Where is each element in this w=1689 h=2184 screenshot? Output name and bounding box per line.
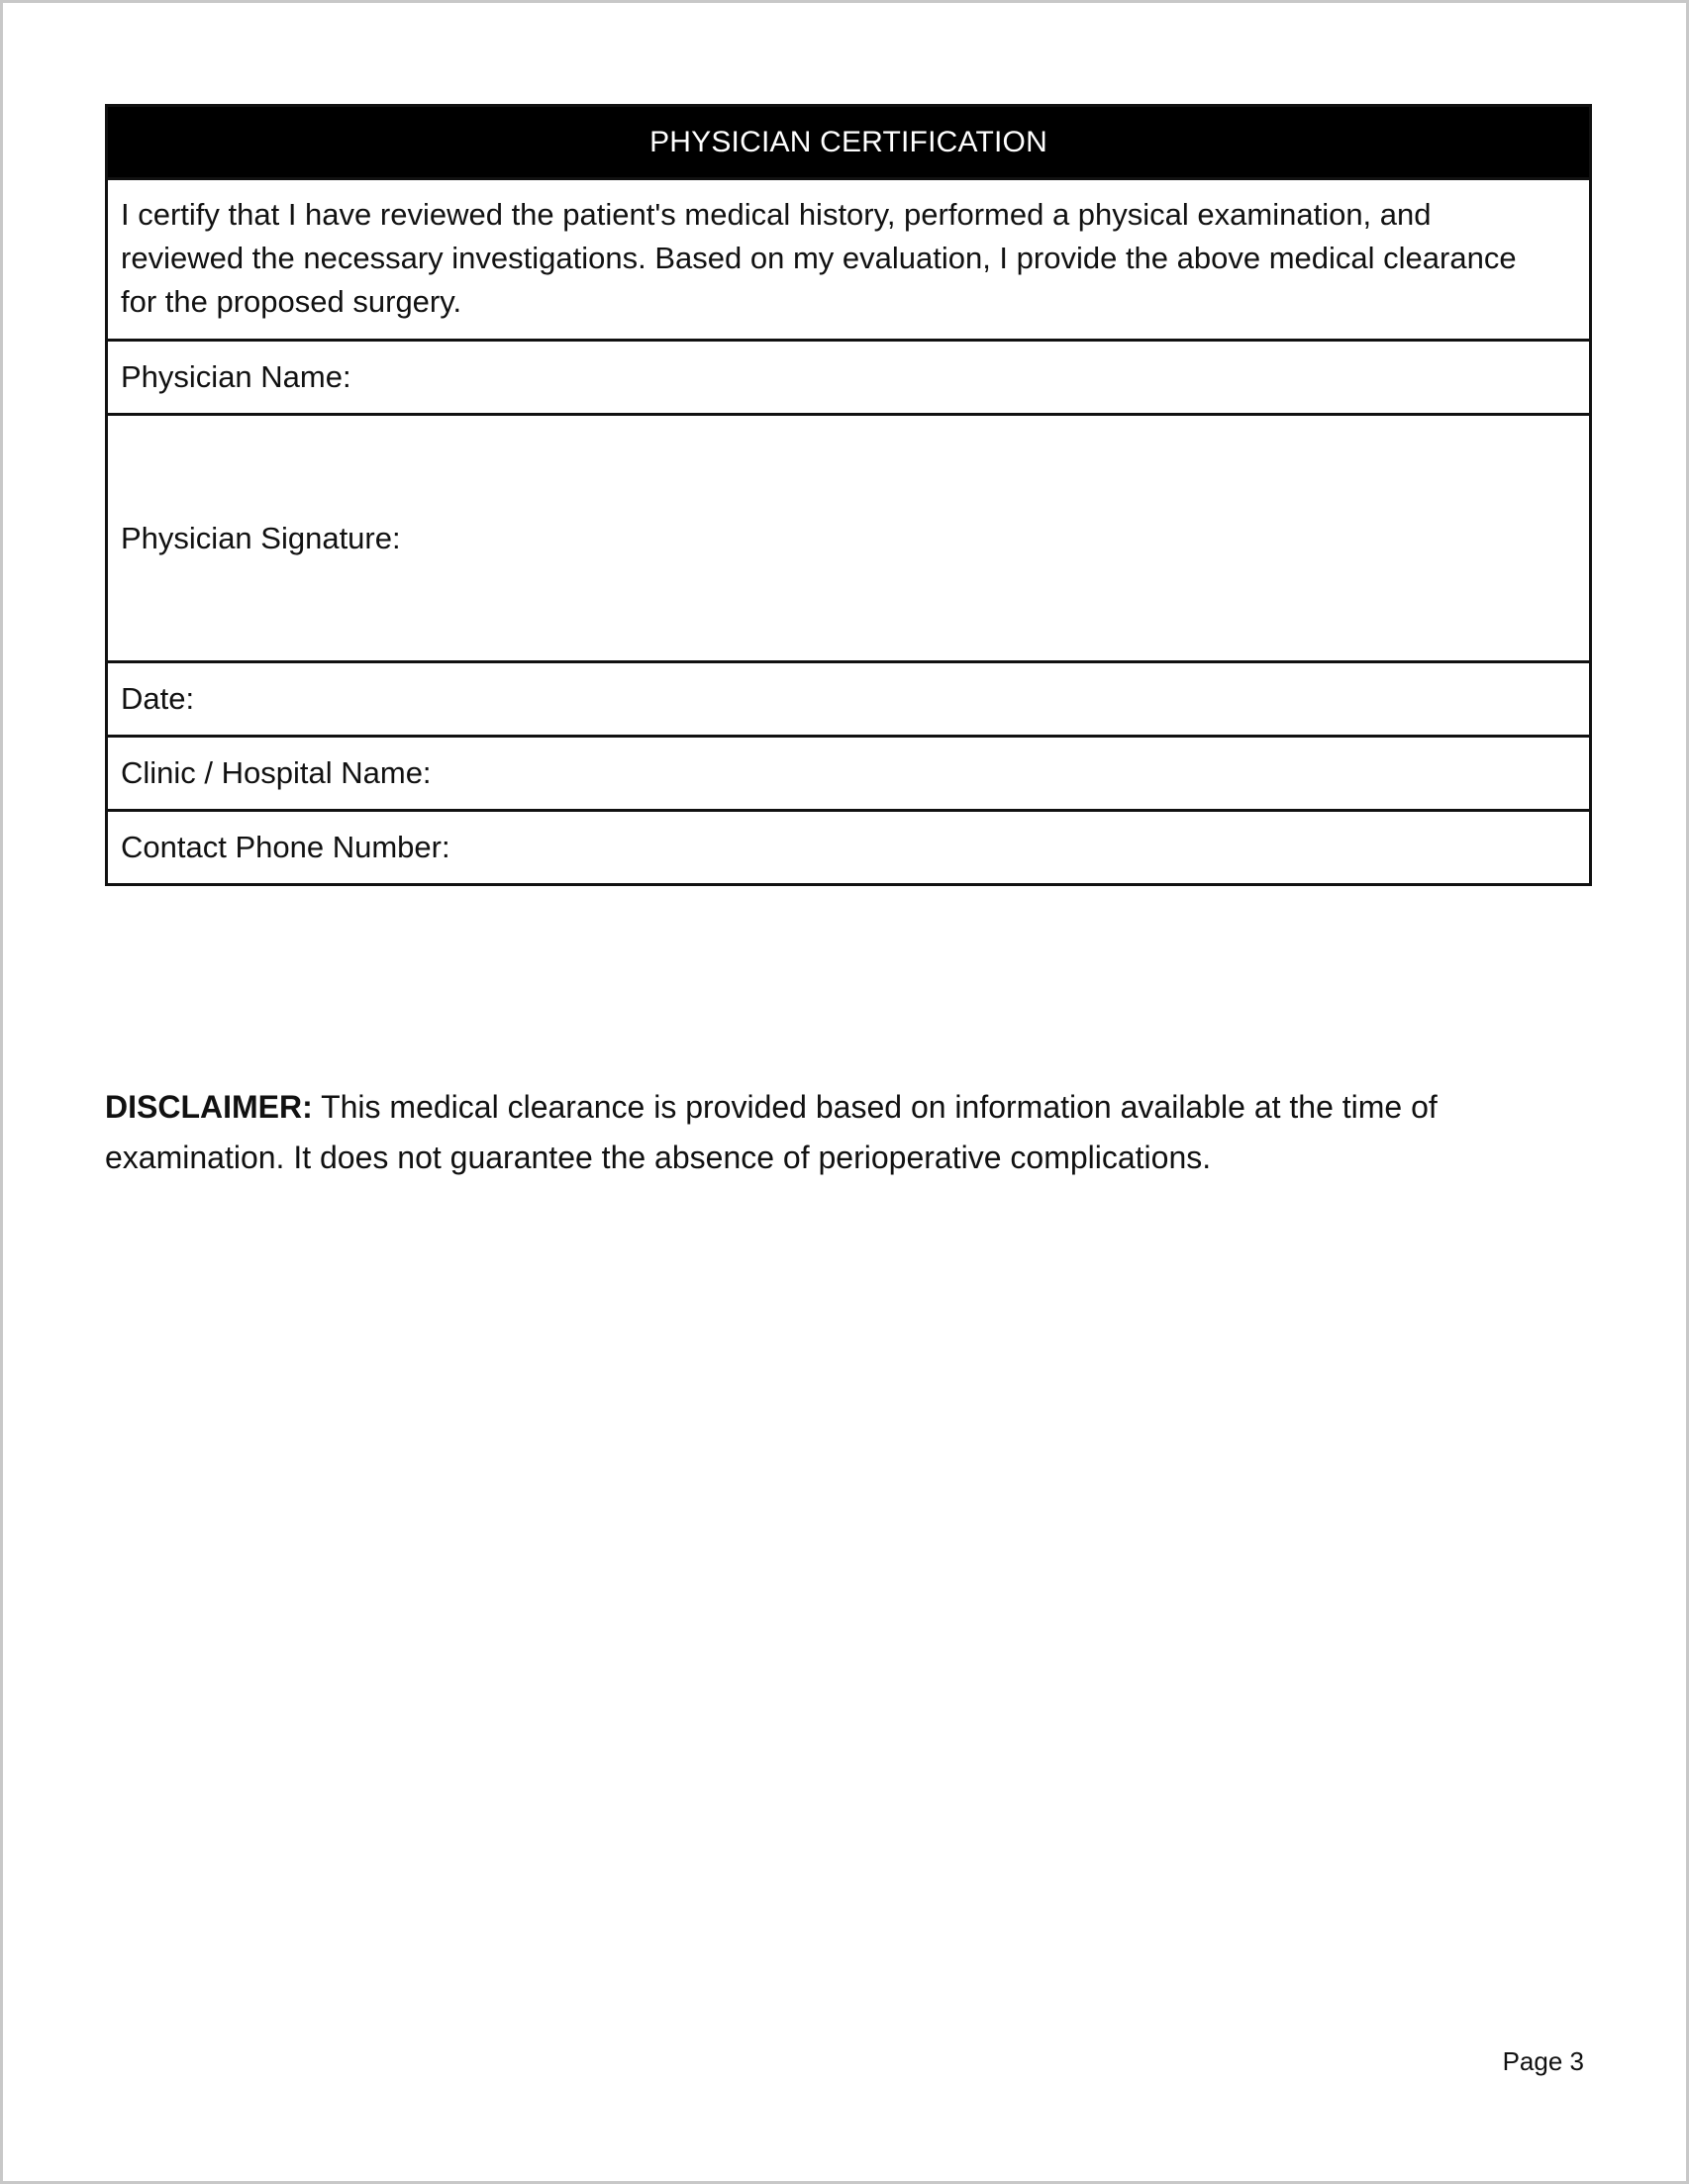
- date-field[interactable]: [108, 660, 1589, 735]
- page-number: Page 3: [1502, 2046, 1584, 2076]
- certification-statement: I certify that I have reviewed the patient's medical history, performed a physical examination, and reviewed the necessary investigations. Based on my evaluation, I provide the above medical clearance for the proposed surgery.: [108, 177, 1589, 339]
- physician-signature-field[interactable]: [108, 413, 1589, 660]
- physician-name-field[interactable]: [108, 339, 1589, 413]
- clinic-hospital-name-label: Clinic / Hospital Name:: [121, 755, 432, 790]
- contact-phone-number-field[interactable]: [108, 809, 1589, 883]
- certification-heading: PHYSICIAN CERTIFICATION: [108, 107, 1589, 177]
- date-label: Date:: [121, 681, 195, 716]
- clinic-hospital-name-field[interactable]: [108, 735, 1589, 809]
- physician-certification-table: [105, 104, 1592, 886]
- physician-signature-label: Physician Signature:: [121, 520, 401, 555]
- contact-phone-number-label: Contact Phone Number:: [121, 830, 450, 864]
- physician-name-label: Physician Name:: [121, 359, 351, 394]
- disclaimer: [105, 1082, 1570, 1183]
- disclaimer-label: DISCLAIMER:: [105, 1089, 313, 1125]
- disclaimer-text: This medical clearance is provided based on information available at the time of examination. It does not guarantee the absence of perioperative complications.: [105, 1089, 1438, 1175]
